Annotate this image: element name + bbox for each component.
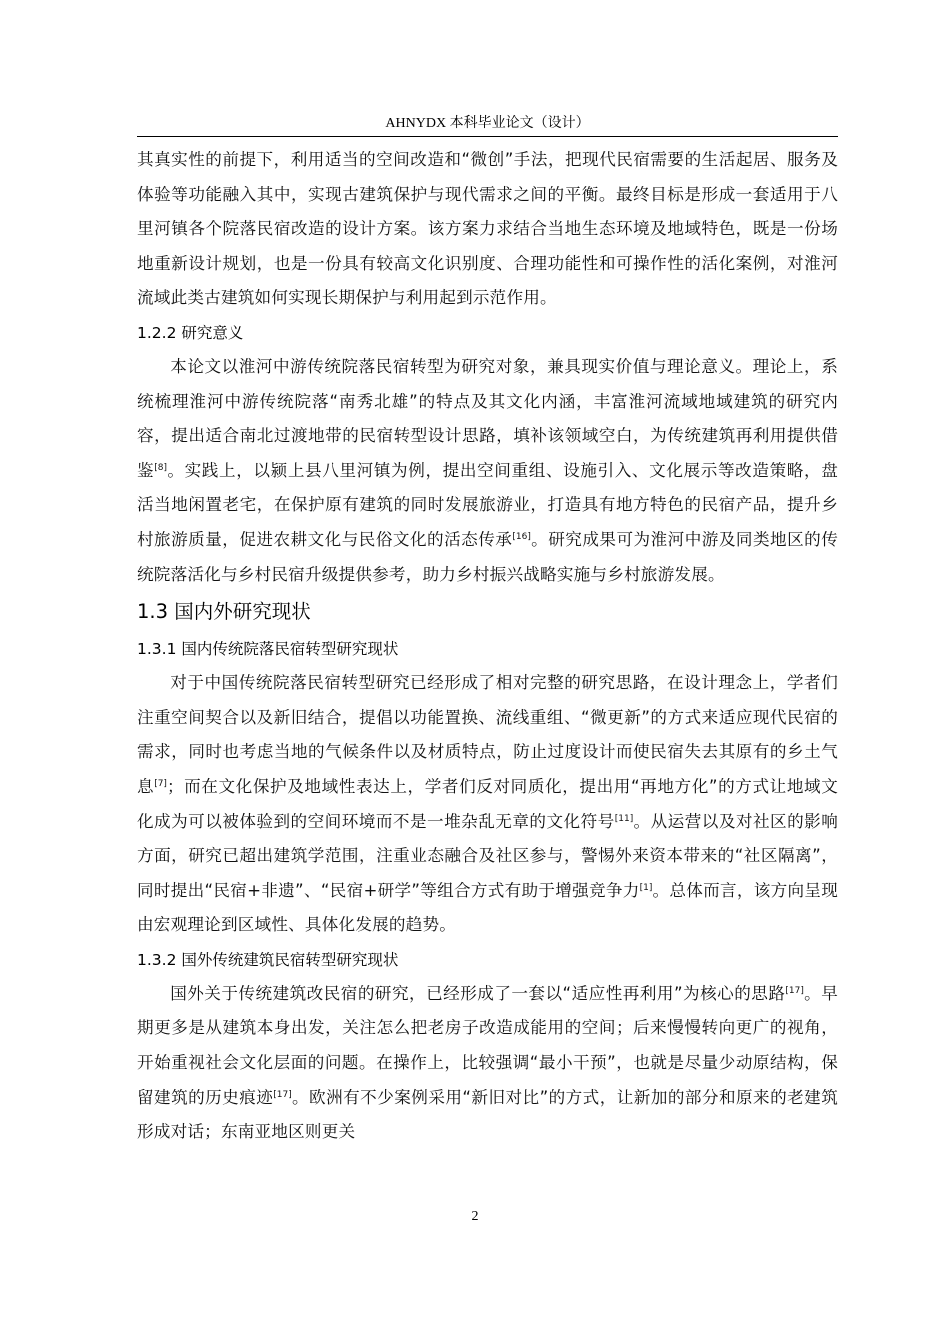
paragraph-text: ；而在文化保护及地域性表达上，学者们反对同质化，提出用“再地方化”的方式让地域文化成为可以被体验到的空间环境而不是一堆杂乱无章的文化符号	[137, 776, 838, 831]
paragraph-text: 。欧洲有不少案例采用“新旧对比”的方式，让新加的部分和原来的老建筑形成对话；东南亚地区则更关	[137, 1087, 838, 1142]
header-divider	[137, 136, 838, 137]
citation-ref: [8]	[154, 462, 167, 473]
paragraph-continued	[137, 143, 838, 316]
citation-ref: [7]	[154, 778, 167, 789]
running-header: AHNYDX 本科毕业论文（设计）	[385, 116, 590, 131]
body-text	[137, 143, 838, 1150]
citation-ref: [11]	[614, 813, 634, 824]
heading-1-2-2: 1.2.2 研究意义	[137, 323, 244, 342]
citation-ref: [17]	[273, 1089, 292, 1100]
citation-ref: [17]	[785, 985, 804, 996]
page-number: 2	[471, 1209, 479, 1224]
heading-1-3-2: 1.3.2 国外传统建筑民宿转型研究现状	[137, 950, 399, 969]
paragraph-domestic-research	[137, 666, 838, 943]
citation-ref: [16]	[512, 531, 531, 542]
paragraph-text: 。早期更多是从建筑本身出发，关注怎么把老房子改造成能用的空间；后来慢慢转向更广的视角，开始重视社会文化层面的问题。在操作上，比较强调“最小干预”，也就是尽量少动原结构，保留建筑的历史痕迹	[137, 983, 838, 1107]
paragraph-text: 国外关于传统建筑改民宿的研究，已经形成了一套以“适应性再利用”为核心的思路	[170, 983, 786, 1003]
heading-1-3: 1.3 国内外研究现状	[137, 600, 311, 624]
paragraph-text: 。总体而言，该方向呈现由宏观理论到区域性、具体化发展的趋势。	[137, 880, 838, 935]
paragraph-text: 。实践上，以颍上县八里河镇为例，提出空间重组、设施引入、文化展示等改造策略，盘活当地闲置老宅，在保护原有建筑的同时发展旅游业，打造具有地方特色的民宿产品，提升乡村旅游质量，促进农耕文化与民俗文化的活态传承	[137, 460, 838, 549]
paragraph-foreign-research	[137, 977, 838, 1150]
paragraph-text: 对于中国传统院落民宿转型研究已经形成了相对完整的研究思路，在设计理念上，学者们注重空间契合以及新旧结合，提倡以功能置换、流线重组、“微更新”的方式来适应现代民宿的需求，同时也考虑当地的气候条件以及材质特点，防止过度设计而使民宿失去其原有的乡土气息	[137, 673, 838, 796]
paragraph-text: 其真实性的前提下，利用适当的空间改造和“微创”手法，把现代民宿需要的生活起居、服务及体验等功能融入其中，实现古建筑保护与现代需求之间的平衡。最终目标是形成一套适用于八里河镇各个院落民宿改造的设计方案。该方案力求结合当地生态环境及地域特色，既是一份场地重新设计规划，也是一份具有较高文化识别度、合理功能性和可操作性的活化案例，对淮河流域此类古建筑如何实现长期保护与利用起到示范作用。	[137, 150, 838, 308]
paragraph-text: 。从运营以及对社区的影响方面，研究已超出建筑学范围，注重业态融合及社区参与，警惕外来资本带来的“社区隔离”，同时提出“民宿+非遗”、“民宿+研学”等组合方式有助于增强竞争力	[137, 811, 838, 900]
heading-1-3-1: 1.3.1 国内传统院落民宿转型研究现状	[137, 640, 399, 659]
paragraph-text: 。研究成果可为淮河中游及同类地区的传统院落活化与乡村民宿升级提供参考，助力乡村振兴战略实施与乡村旅游发展。	[137, 529, 838, 584]
paragraph-research-significance	[137, 350, 838, 592]
citation-ref: [1]	[639, 882, 653, 893]
paragraph-text: 本论文以淮河中游传统院落民宿转型为研究对象，兼具现实价值与理论意义。理论上，系统梳理淮河中游传统院落“南秀北雄”的特点及其文化内涵，丰富淮河流域地域建筑的研究内容，提出适合南北过渡地带的民宿转型设计思路，填补该领域空白，为传统建筑再利用提供借鉴	[137, 356, 838, 480]
